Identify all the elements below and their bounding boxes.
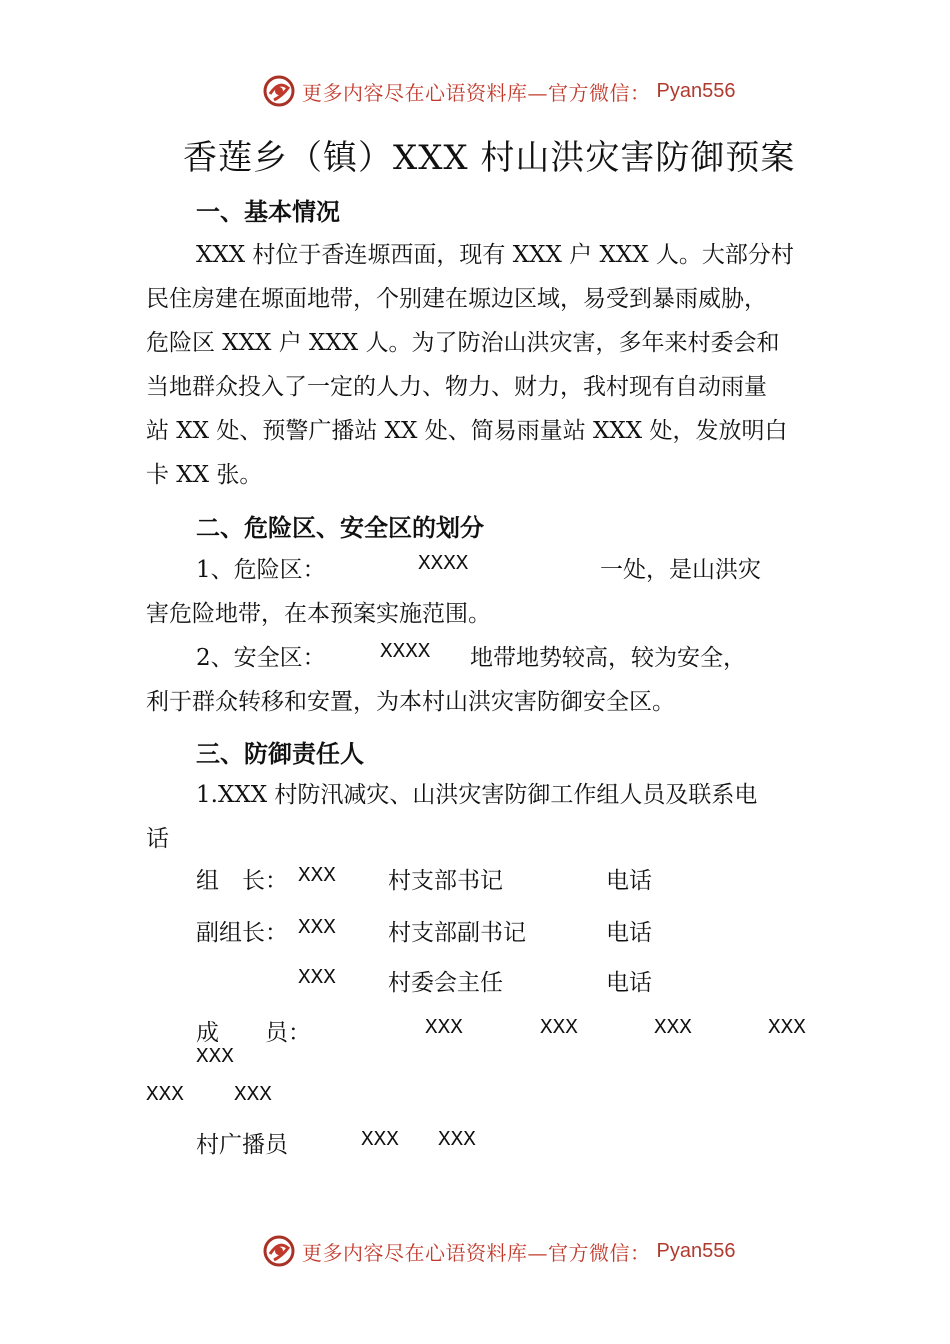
member-name: XXX [146,1084,184,1107]
danger-zone-desc: 一处，是山洪灾 [600,557,761,583]
paragraph-line: 当地群众投入了一定的人力、物力、财力，我村现有自动雨量 [146,374,767,400]
paragraph-line: 害危险地带，在本预案实施范围。 [146,601,491,627]
member-name: XXX [425,1017,463,1040]
members-label: 成 员： [196,1020,311,1046]
paragraph-line: 话 [146,826,169,852]
swirl-logo-icon [262,74,296,108]
safe-zone-label: 2、安全区： [196,645,326,671]
member-name: XXX [768,1017,806,1040]
footer-banner [262,1234,735,1268]
banner-text: 更多内容尽在心语资料库—官方微信： [302,1240,651,1265]
header-banner [262,74,735,108]
paragraph-line: 利于群众转移和安置，为本村山洪灾害防御安全区。 [146,689,675,715]
roster-phone: 电话 [606,920,652,946]
broadcaster-name: XXX [361,1129,399,1152]
banner-wechat-id: Pyan556 [656,1239,736,1262]
roster-title: 村委会主任 [388,970,503,996]
safe-zone-name: XXXX [380,641,431,664]
section-heading-1: 一、基本情况 [196,198,340,226]
paragraph-line: 危险区 XXX 户 XXX 人。为了防治山洪灾害，多年来村委会和 [146,330,780,356]
roster-phone: 电话 [606,970,652,996]
section-heading-3: 三、防御责任人 [196,740,364,768]
paragraph-line: XXX 村位于香连塬西面，现有 XXX 户 XXX 人。大部分村 [196,242,794,268]
roster-role: 组 长： [196,868,288,894]
roster-title: 村支部书记 [388,868,503,894]
danger-zone-name: XXXX [418,553,469,576]
roster-name: XXX [298,917,336,940]
swirl-logo-icon [262,1234,296,1268]
paragraph-line: 站 XX 处、预警广播站 XX 处、简易雨量站 XXX 处，发放明白 [146,418,788,444]
paragraph-line: 民住房建在塬面地带，个别建在塬边区域，易受到暴雨威胁， [146,286,767,312]
safe-zone-desc: 地带地势较高，较为安全， [470,645,746,671]
banner-text: 更多内容尽在心语资料库—官方微信： [302,80,651,105]
roster-phone: 电话 [606,868,652,894]
broadcaster-name: XXX [438,1129,476,1152]
paragraph-line: 卡 XX 张。 [146,462,263,488]
roster-name: XXX [298,967,336,990]
member-name: XXX [654,1017,692,1040]
roster-title: 村支部副书记 [388,920,526,946]
member-name: XXX [540,1017,578,1040]
section-heading-2: 二、危险区、安全区的划分 [196,514,484,542]
danger-zone-label: 1、危险区： [196,557,326,583]
banner-wechat-id: Pyan556 [656,79,736,102]
member-name: XXX [234,1084,272,1107]
paragraph-line: 1.XXX 村防汛减灾、山洪灾害防御工作组人员及联系电 [196,782,758,808]
roster-role: 副组长： [196,920,288,946]
member-name: XXX [196,1046,234,1069]
broadcaster-label: 村广播员 [196,1132,288,1158]
roster-name: XXX [298,865,336,888]
document-title: 香莲乡（镇）XXX 村山洪灾害防御预案 [183,138,796,178]
